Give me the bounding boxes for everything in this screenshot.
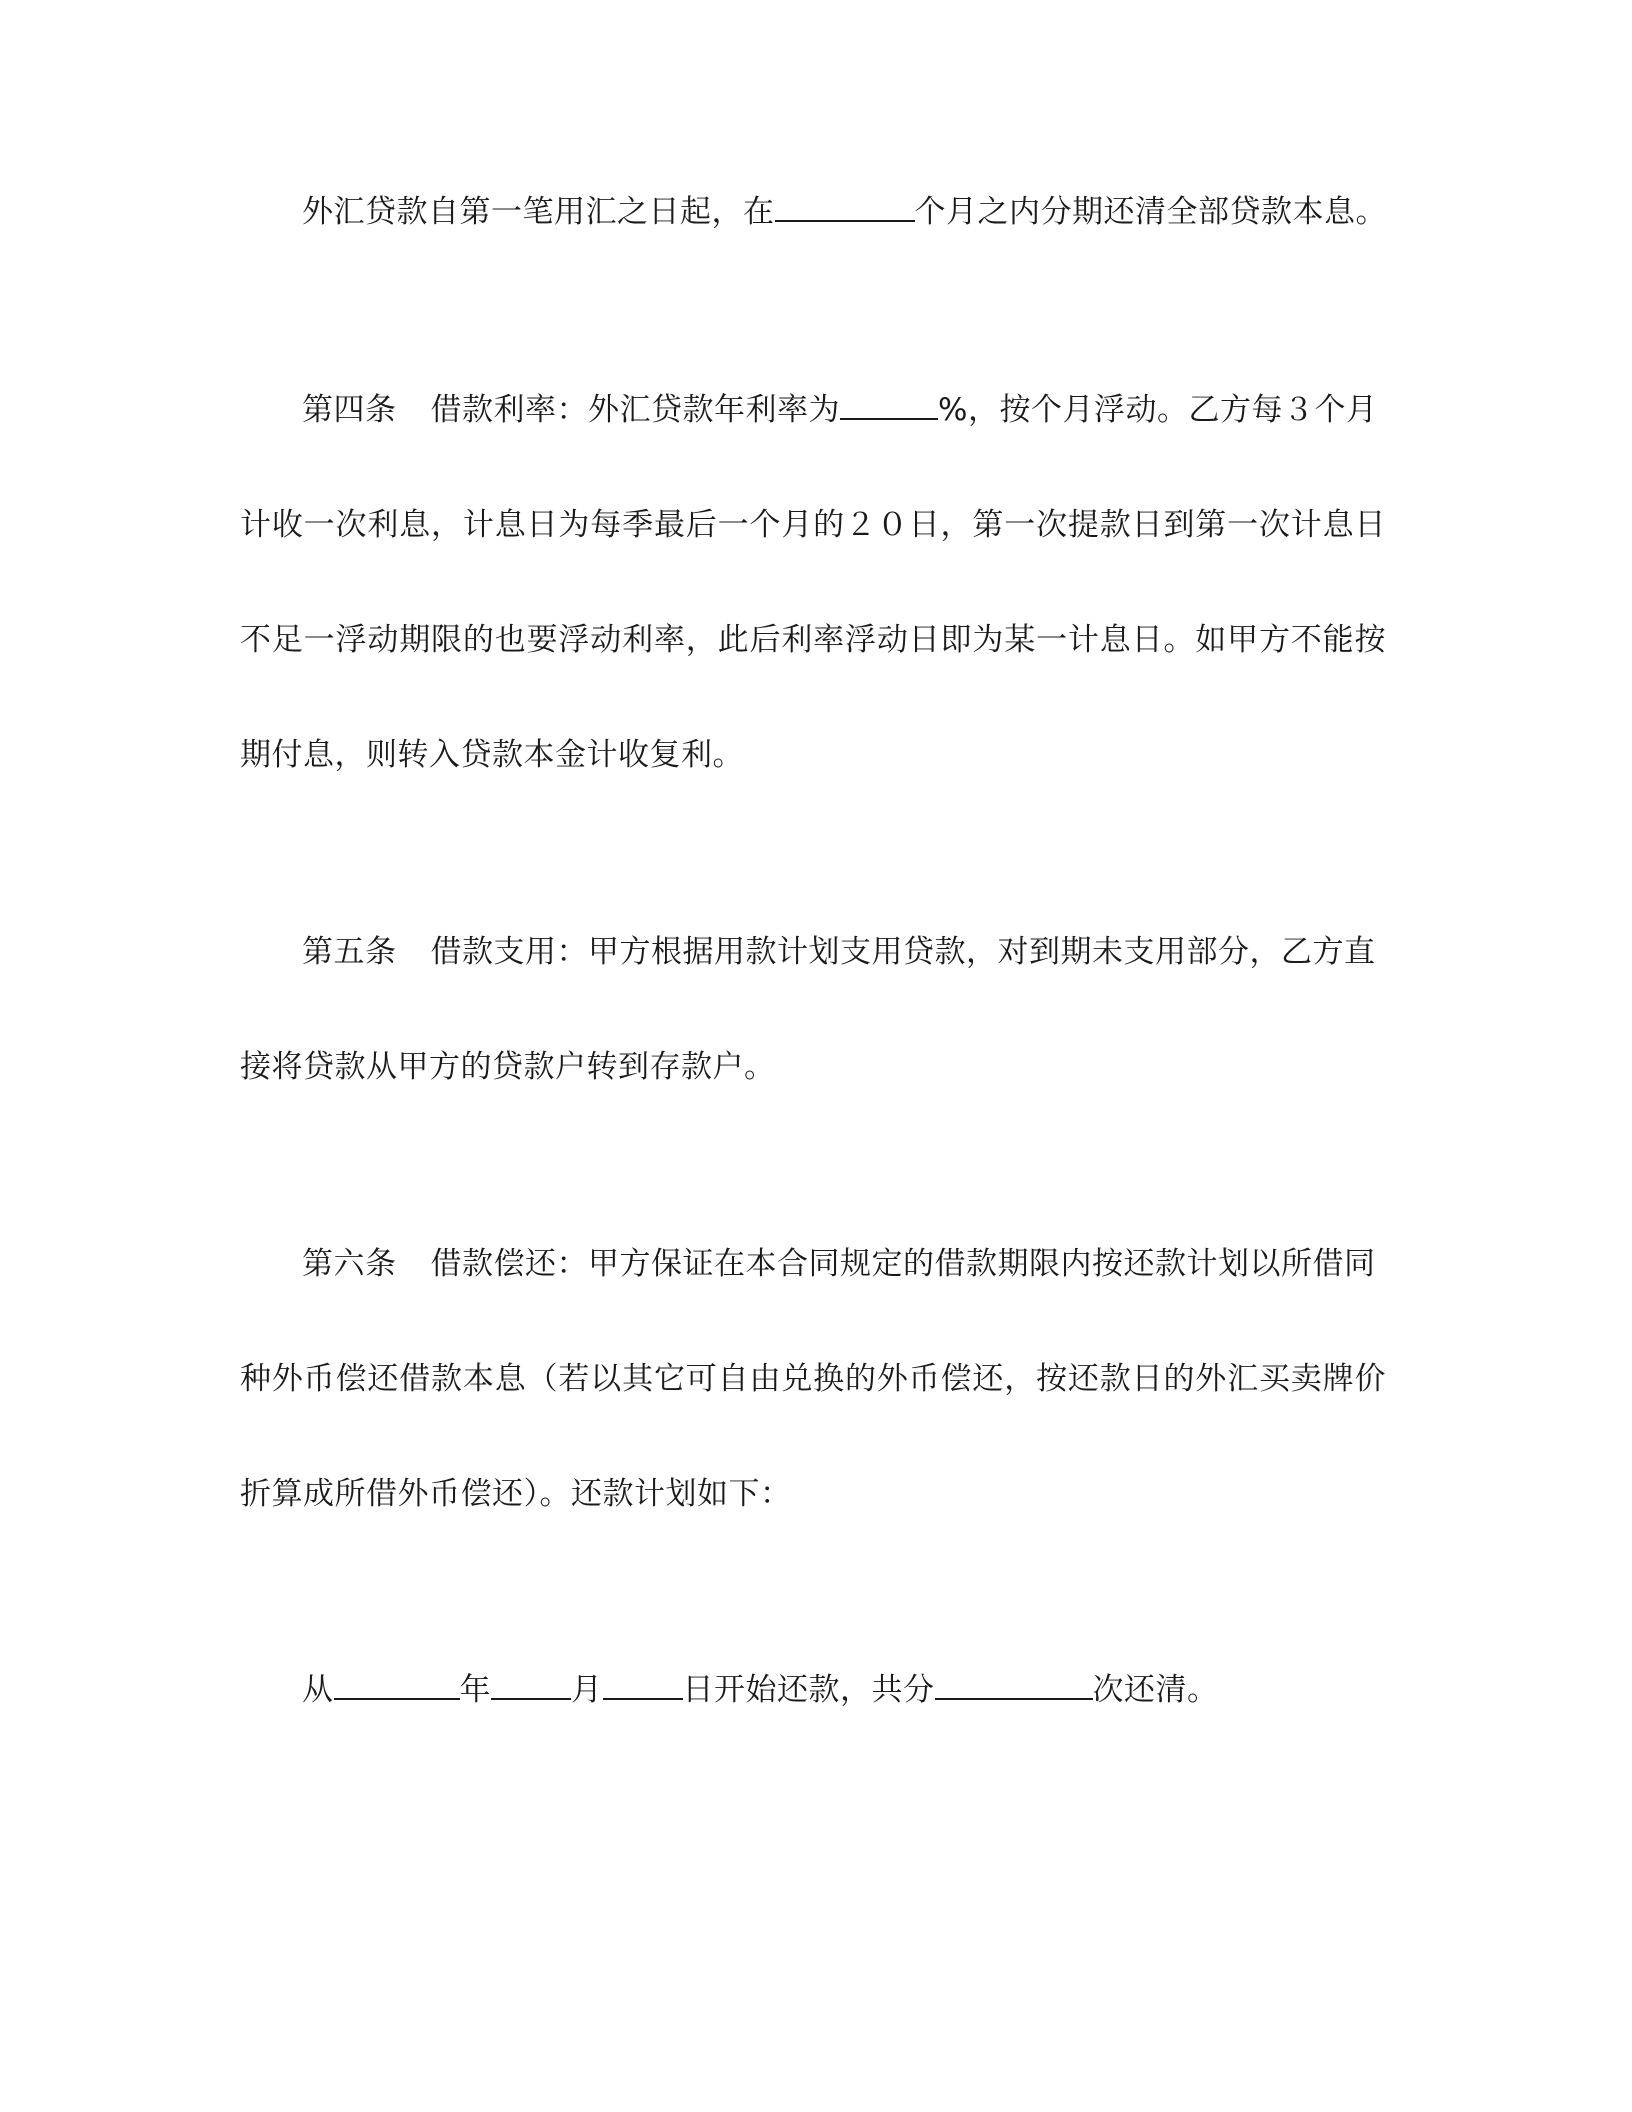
repayment-schedule-line bbox=[302, 1668, 1452, 1712]
schedule-year: 年 bbox=[459, 1672, 491, 1708]
article-6-line-2: 种外币偿还借款本息（若以其它可自由兑换的外币偿还，按还款日的外汇买卖牌价 bbox=[240, 1361, 1386, 1397]
article-5-line-1 bbox=[302, 930, 1452, 974]
repayment-term-after: 个月之内分期还清全部贷款本息。 bbox=[914, 194, 1387, 230]
article-5-label: 第五条 bbox=[302, 934, 397, 970]
installments-blank-field[interactable] bbox=[935, 1668, 1093, 1700]
day-blank-field[interactable] bbox=[603, 1668, 683, 1700]
schedule-month: 月 bbox=[571, 1672, 603, 1708]
interest-rate-blank-field[interactable] bbox=[840, 388, 938, 420]
article-4-line-3: 不足一浮动期限的也要浮动利率，此后利率浮动日即为某一计息日。如甲方不能按 bbox=[240, 622, 1386, 658]
year-blank-field[interactable] bbox=[334, 1668, 460, 1700]
article-4-line-4: 期付息，则转入贷款本金计收复利。 bbox=[240, 737, 744, 773]
article-4-line-2: 计收一次利息，计息日为每季最后一个月的２０日，第一次提款日到第一次计息日 bbox=[240, 507, 1386, 543]
repayment-term-line bbox=[302, 190, 1452, 234]
article-5-text: 借款支用：甲方根据用款计划支用贷款，对到期未支用部分，乙方直 bbox=[430, 934, 1376, 970]
repayment-term-before: 外汇贷款自第一笔用汇之日起，在 bbox=[302, 194, 775, 230]
article-4-line-1 bbox=[302, 388, 1452, 432]
months-blank-field[interactable] bbox=[775, 190, 915, 222]
schedule-end: 次还清。 bbox=[1092, 1672, 1219, 1708]
schedule-from: 从 bbox=[302, 1672, 334, 1708]
article-5-line-2: 接将贷款从甲方的贷款户转到存款户。 bbox=[240, 1049, 776, 1085]
article-6-line-3: 折算成所借外币偿还）。还款计划如下： bbox=[240, 1476, 792, 1512]
article-4-text-before: 借款利率：外汇贷款年利率为 bbox=[430, 392, 840, 428]
article-4-text-after: %，按个月浮动。乙方每３个月 bbox=[938, 392, 1378, 428]
article-4-label: 第四条 bbox=[302, 392, 397, 428]
article-6-text: 借款偿还：甲方保证在本合同规定的借款期限内按还款计划以所借同 bbox=[430, 1246, 1376, 1282]
article-6-label: 第六条 bbox=[302, 1246, 397, 1282]
article-6-line-1 bbox=[302, 1242, 1452, 1286]
month-blank-field[interactable] bbox=[491, 1668, 571, 1700]
schedule-day: 日开始还款，共分 bbox=[682, 1672, 935, 1708]
